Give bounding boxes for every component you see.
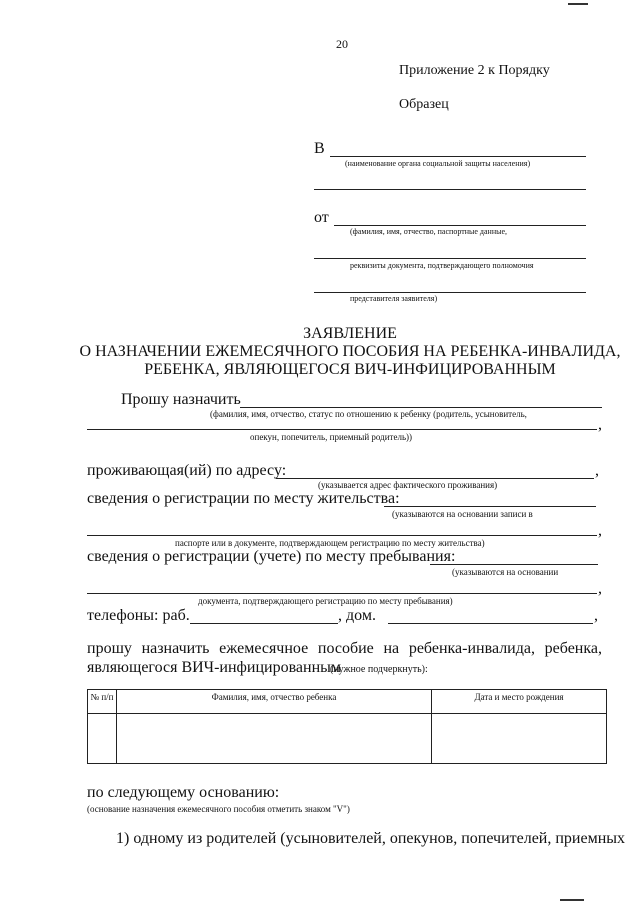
- comma: ,: [598, 522, 602, 539]
- basis-item-1: 1) одному из родителей (усыновителей, опекунов, попечителей, приемных: [116, 830, 626, 847]
- address-label: проживающая(ий) по адресу:: [87, 462, 287, 479]
- registration-label: сведения о регистрации по месту жительства:: [87, 490, 400, 507]
- stay-line-2[interactable]: [87, 593, 597, 594]
- to-line[interactable]: [330, 156, 586, 157]
- registration-line[interactable]: [384, 506, 596, 507]
- from-line[interactable]: [334, 225, 586, 226]
- title-line-1: ЗАЯВЛЕНИЕ: [303, 325, 397, 342]
- scan-mark-bottom: [560, 899, 584, 901]
- table-cell[interactable]: [432, 714, 607, 764]
- phones-home-label: , дом.: [338, 607, 376, 624]
- basis-label: по следующему основанию:: [87, 784, 280, 801]
- table-header-name: Фамилия, имя, отчество ребенка: [117, 690, 432, 714]
- to-prefix: В: [314, 140, 325, 157]
- stay-hint-1: (указываются на основании: [452, 567, 559, 577]
- from-line-3[interactable]: [314, 292, 586, 293]
- sample-label: Образец: [399, 97, 449, 112]
- address-line[interactable]: [276, 478, 594, 479]
- table-cell[interactable]: [88, 714, 117, 764]
- from-hint-2: реквизиты документа, подтверждающего полномочия: [350, 261, 534, 270]
- children-table: [87, 689, 607, 764]
- stay-hint-2: документа, подтверждающего регистрацию по месту пребывания): [198, 596, 453, 606]
- stay-label: сведения о регистрации (учете) по месту пребывания:: [87, 548, 456, 565]
- scan-mark-top: [568, 3, 588, 5]
- phone-work-line[interactable]: [190, 623, 338, 624]
- title-line-2: О НАЗНАЧЕНИИ ЕЖЕМЕСЯЧНОГО ПОСОБИЯ НА РЕБЕНКА-ИНВАЛИДА,: [79, 343, 621, 360]
- registration-line-2[interactable]: [87, 535, 597, 536]
- page-number: 20: [336, 37, 348, 51]
- phone-home-line[interactable]: [388, 623, 593, 624]
- comma: ,: [595, 462, 599, 479]
- stay-line[interactable]: [430, 564, 598, 565]
- address-hint: (указывается адрес фактического проживания): [318, 480, 498, 490]
- to-hint: (наименование органа социальной защиты населения): [345, 159, 531, 168]
- assign-line-1: прошу назначить ежемесячное пособие на ребенка-инвалида, ребенка,: [87, 640, 602, 657]
- request-hint-1: (фамилия, имя, отчество, статус по отношению к ребенку (родитель, усыновитель,: [210, 409, 527, 419]
- comma: ,: [598, 580, 602, 597]
- request-prompt: Прошу назначить: [121, 391, 241, 408]
- basis-hint: (основание назначения ежемесячного пособия отметить знаком "V"): [87, 804, 350, 814]
- request-line[interactable]: [240, 407, 602, 408]
- from-hint-1: (фамилия, имя, отчество, паспортные данные,: [350, 227, 508, 236]
- from-prefix: от: [314, 209, 329, 226]
- assign-hint: (нужное подчеркнуть):: [330, 664, 428, 675]
- comma: ,: [594, 607, 598, 624]
- from-hint-3: представителя заявителя): [350, 294, 438, 303]
- appendix-label: Приложение 2 к Порядку: [399, 63, 550, 78]
- phones-work-label: телефоны: раб.: [87, 607, 190, 624]
- from-line-2[interactable]: [314, 258, 586, 259]
- table-cell[interactable]: [117, 714, 432, 764]
- title-line-3: РЕБЕНКА, ЯВЛЯЮЩЕГОСЯ ВИЧ-ИНФИЦИРОВАННЫМ: [144, 361, 556, 378]
- registration-hint-2: паспорте или в документе, подтверждающем регистрацию по месту жительства): [175, 538, 485, 548]
- registration-hint-1: (указываются на основании записи в: [392, 509, 533, 519]
- to-line-2[interactable]: [314, 189, 586, 190]
- request-hint-2: опекун, попечитель, приемный родитель)): [250, 432, 413, 442]
- request-line-2[interactable]: [87, 429, 597, 430]
- comma: ,: [598, 416, 602, 433]
- assign-line-2: являющегося ВИЧ-инфицированным: [87, 659, 342, 676]
- table-header-number: № п/п: [88, 690, 117, 714]
- table-header-birth: Дата и место рождения: [432, 690, 607, 714]
